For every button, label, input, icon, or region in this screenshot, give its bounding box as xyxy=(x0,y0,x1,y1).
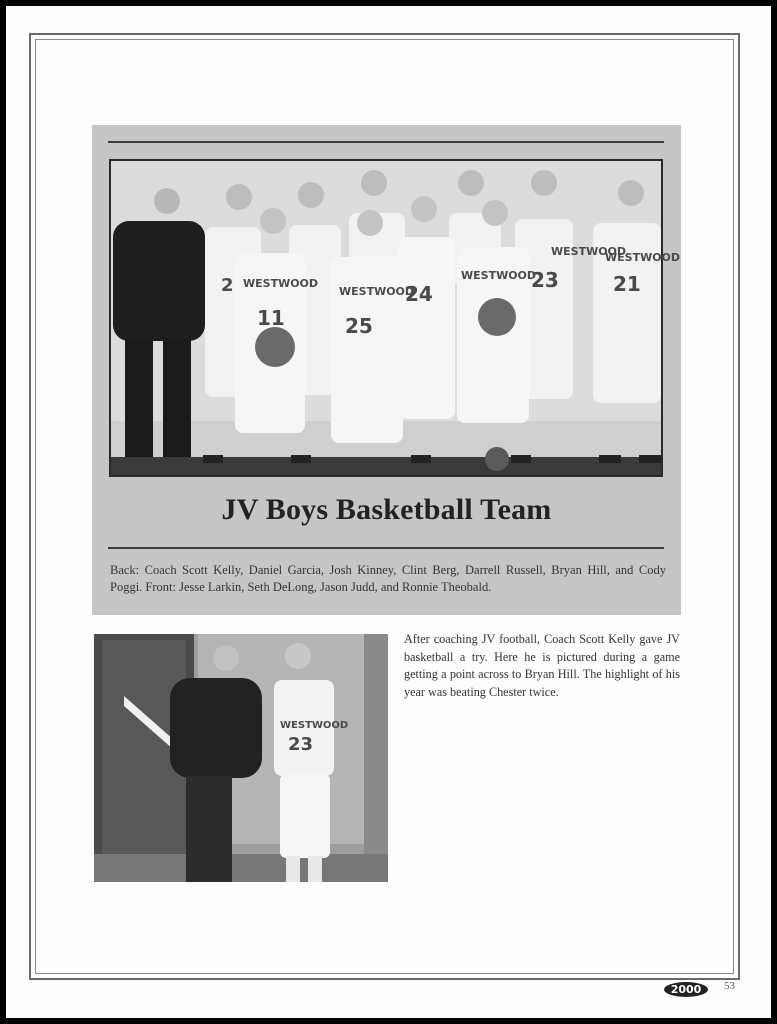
top-rule xyxy=(108,141,664,143)
jersey-number: 23 xyxy=(531,268,559,292)
action-caption: After coaching JV football, Coach Scott Kelly gave JV basketball a try. Here he is pictured during a game getting a point across to Bryan Hill. The highlight of his year was beating Chester twice. xyxy=(404,632,680,699)
jersey-number: 25 xyxy=(345,314,373,338)
jersey-number: 11 xyxy=(257,306,285,330)
page-number: 53 xyxy=(724,980,735,992)
yearbook-year-logo: 2000 xyxy=(664,982,708,997)
team-jersey-text: WESTWOOD xyxy=(339,285,415,298)
action-jersey-number: 23 xyxy=(288,734,314,755)
team-jersey-text: WESTWOOD xyxy=(551,245,627,258)
jersey-number: 24 xyxy=(405,282,433,306)
title-rule xyxy=(108,547,664,549)
jersey-number: 21 xyxy=(613,272,641,296)
team-jersey-text: WESTWOOD xyxy=(605,251,681,264)
action-photo xyxy=(94,634,388,882)
team-jersey-text: WESTWOOD xyxy=(461,269,537,282)
team-jersey-text: WESTWOOD xyxy=(243,277,319,290)
team-title: JV Boys Basketball Team xyxy=(221,493,552,526)
jersey-number: 2 xyxy=(221,275,234,296)
team-caption: Back: Coach Scott Kelly, Daniel Garcia, Josh Kinney, Clint Berg, Darrell Russell, Bryan Hill, and Cody Poggi. Front: Jesse Larkin, Seth DeLong, Jason Judd, and Ronnie Theobald. xyxy=(110,563,666,594)
action-jersey-text: WESTWOOD xyxy=(280,720,349,731)
team-photo xyxy=(109,159,681,477)
